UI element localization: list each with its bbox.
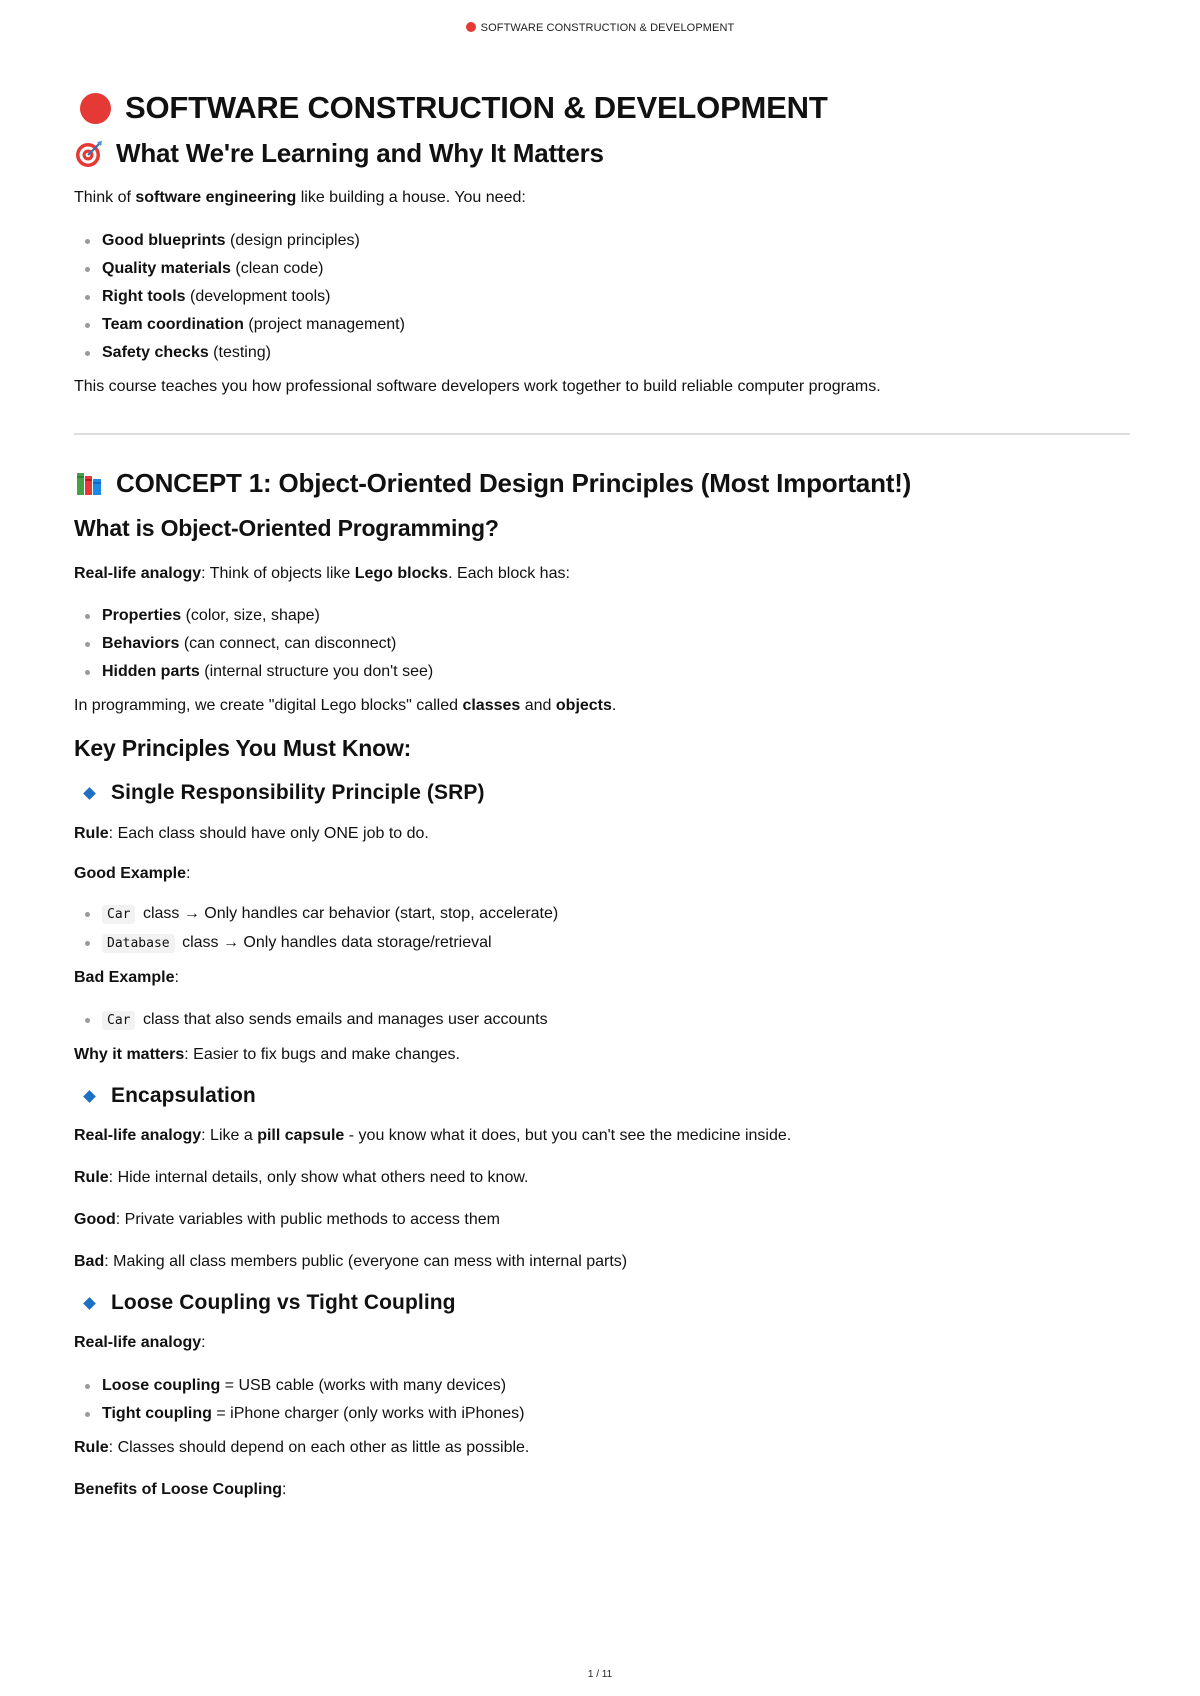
intro-closing: This course teaches you how professional software developers work together to build reliable computer programs. bbox=[74, 378, 881, 395]
srp-good-list bbox=[74, 903, 1130, 955]
running-header-title: SOFTWARE CONSTRUCTION & DEVELOPMENT bbox=[480, 22, 735, 34]
srp-heading-text: Single Responsibility Principle (SRP) bbox=[111, 781, 485, 804]
srp-heading bbox=[74, 781, 1130, 805]
coupling-analogy-label: Real-life analogy: bbox=[74, 1334, 206, 1351]
blue-diamond-icon bbox=[83, 1090, 96, 1103]
intro-lead: Think of software engineering like building a house. You need: bbox=[74, 189, 526, 206]
encapsulation-bad: Bad: Making all class members public (everyone can mess with internal parts) bbox=[74, 1253, 628, 1270]
capsule-analogy: Real-life analogy: Like a pill capsule - you know what it does, but you can't see the medicine inside. bbox=[74, 1127, 792, 1144]
page-title bbox=[74, 86, 1130, 130]
srp-why: Why it matters: Easier to fix bugs and make changes. bbox=[74, 1046, 460, 1063]
page-title-text: SOFTWARE CONSTRUCTION & DEVELOPMENT bbox=[125, 90, 828, 125]
concept1-heading-text: CONCEPT 1: Object-Oriented Design Principles (Most Important!) bbox=[116, 468, 912, 498]
encapsulation-heading bbox=[74, 1084, 1130, 1108]
list-item: Database class → Only handles data storage/retrieval bbox=[74, 932, 1130, 955]
intro-heading-text: What We're Learning and Why It Matters bbox=[116, 138, 604, 168]
list-item: Good blueprints (design principles) bbox=[74, 230, 1130, 252]
coupling-heading-text: Loose Coupling vs Tight Coupling bbox=[111, 1291, 456, 1314]
section-divider bbox=[74, 433, 1130, 435]
blue-diamond-icon bbox=[83, 787, 96, 800]
books-icon bbox=[74, 469, 104, 499]
encapsulation-rule: Rule: Hide internal details, only show what others need to know. bbox=[74, 1169, 529, 1186]
code-snippet: Car bbox=[102, 1011, 135, 1030]
needs-list bbox=[74, 230, 1130, 364]
list-item: Team coordination (project management) bbox=[74, 314, 1130, 336]
coupling-heading bbox=[74, 1291, 1130, 1315]
document-body bbox=[74, 86, 1130, 1501]
red-circle-icon bbox=[80, 93, 111, 124]
coupling-list bbox=[74, 1375, 1130, 1425]
srp-bad-list bbox=[74, 1009, 1130, 1032]
list-item: Tight coupling = iPhone charger (only works with iPhones) bbox=[74, 1403, 1130, 1425]
srp-good-label: Good Example: bbox=[74, 865, 191, 882]
list-item: Behaviors (can connect, can disconnect) bbox=[74, 633, 1130, 655]
list-item: Car class → Only handles car behavior (start, stop, accelerate) bbox=[74, 903, 1130, 926]
running-header bbox=[0, 22, 1200, 34]
encapsulation-good: Good: Private variables with public methods to access them bbox=[74, 1211, 500, 1228]
block-parts-list bbox=[74, 605, 1130, 683]
coupling-benefits-label: Benefits of Loose Coupling: bbox=[74, 1481, 287, 1498]
list-item: Quality materials (clean code) bbox=[74, 258, 1130, 280]
encapsulation-heading-text: Encapsulation bbox=[111, 1084, 256, 1107]
list-item: Hidden parts (internal structure you don't see) bbox=[74, 661, 1130, 683]
list-item: Loose coupling = USB cable (works with many devices) bbox=[74, 1375, 1130, 1397]
lego-analogy: Real-life analogy: Think of objects like Lego blocks. Each block has: bbox=[74, 565, 570, 582]
code-snippet: Database bbox=[102, 934, 175, 953]
oop-heading: What is Object-Oriented Programming? bbox=[74, 515, 499, 541]
key-principles-heading: Key Principles You Must Know: bbox=[74, 735, 412, 761]
list-item: Properties (color, size, shape) bbox=[74, 605, 1130, 627]
list-item: Right tools (development tools) bbox=[74, 286, 1130, 308]
list-item: Car class that also sends emails and manages user accounts bbox=[74, 1009, 1130, 1032]
target-icon bbox=[74, 139, 104, 169]
coupling-rule: Rule: Classes should depend on each other as little as possible. bbox=[74, 1439, 530, 1456]
programming-note: In programming, we create "digital Lego blocks" called classes and objects. bbox=[74, 697, 617, 714]
concept1-heading bbox=[74, 468, 1130, 499]
blue-diamond-icon bbox=[83, 1297, 96, 1310]
red-circle-icon bbox=[466, 22, 476, 32]
srp-rule: Rule: Each class should have only ONE job to do. bbox=[74, 825, 429, 842]
list-item: Safety checks (testing) bbox=[74, 342, 1130, 364]
intro-heading bbox=[74, 138, 1130, 169]
srp-bad-label: Bad Example: bbox=[74, 969, 179, 986]
page-indicator: 1 / 11 bbox=[587, 1669, 613, 1680]
code-snippet: Car bbox=[102, 905, 135, 924]
